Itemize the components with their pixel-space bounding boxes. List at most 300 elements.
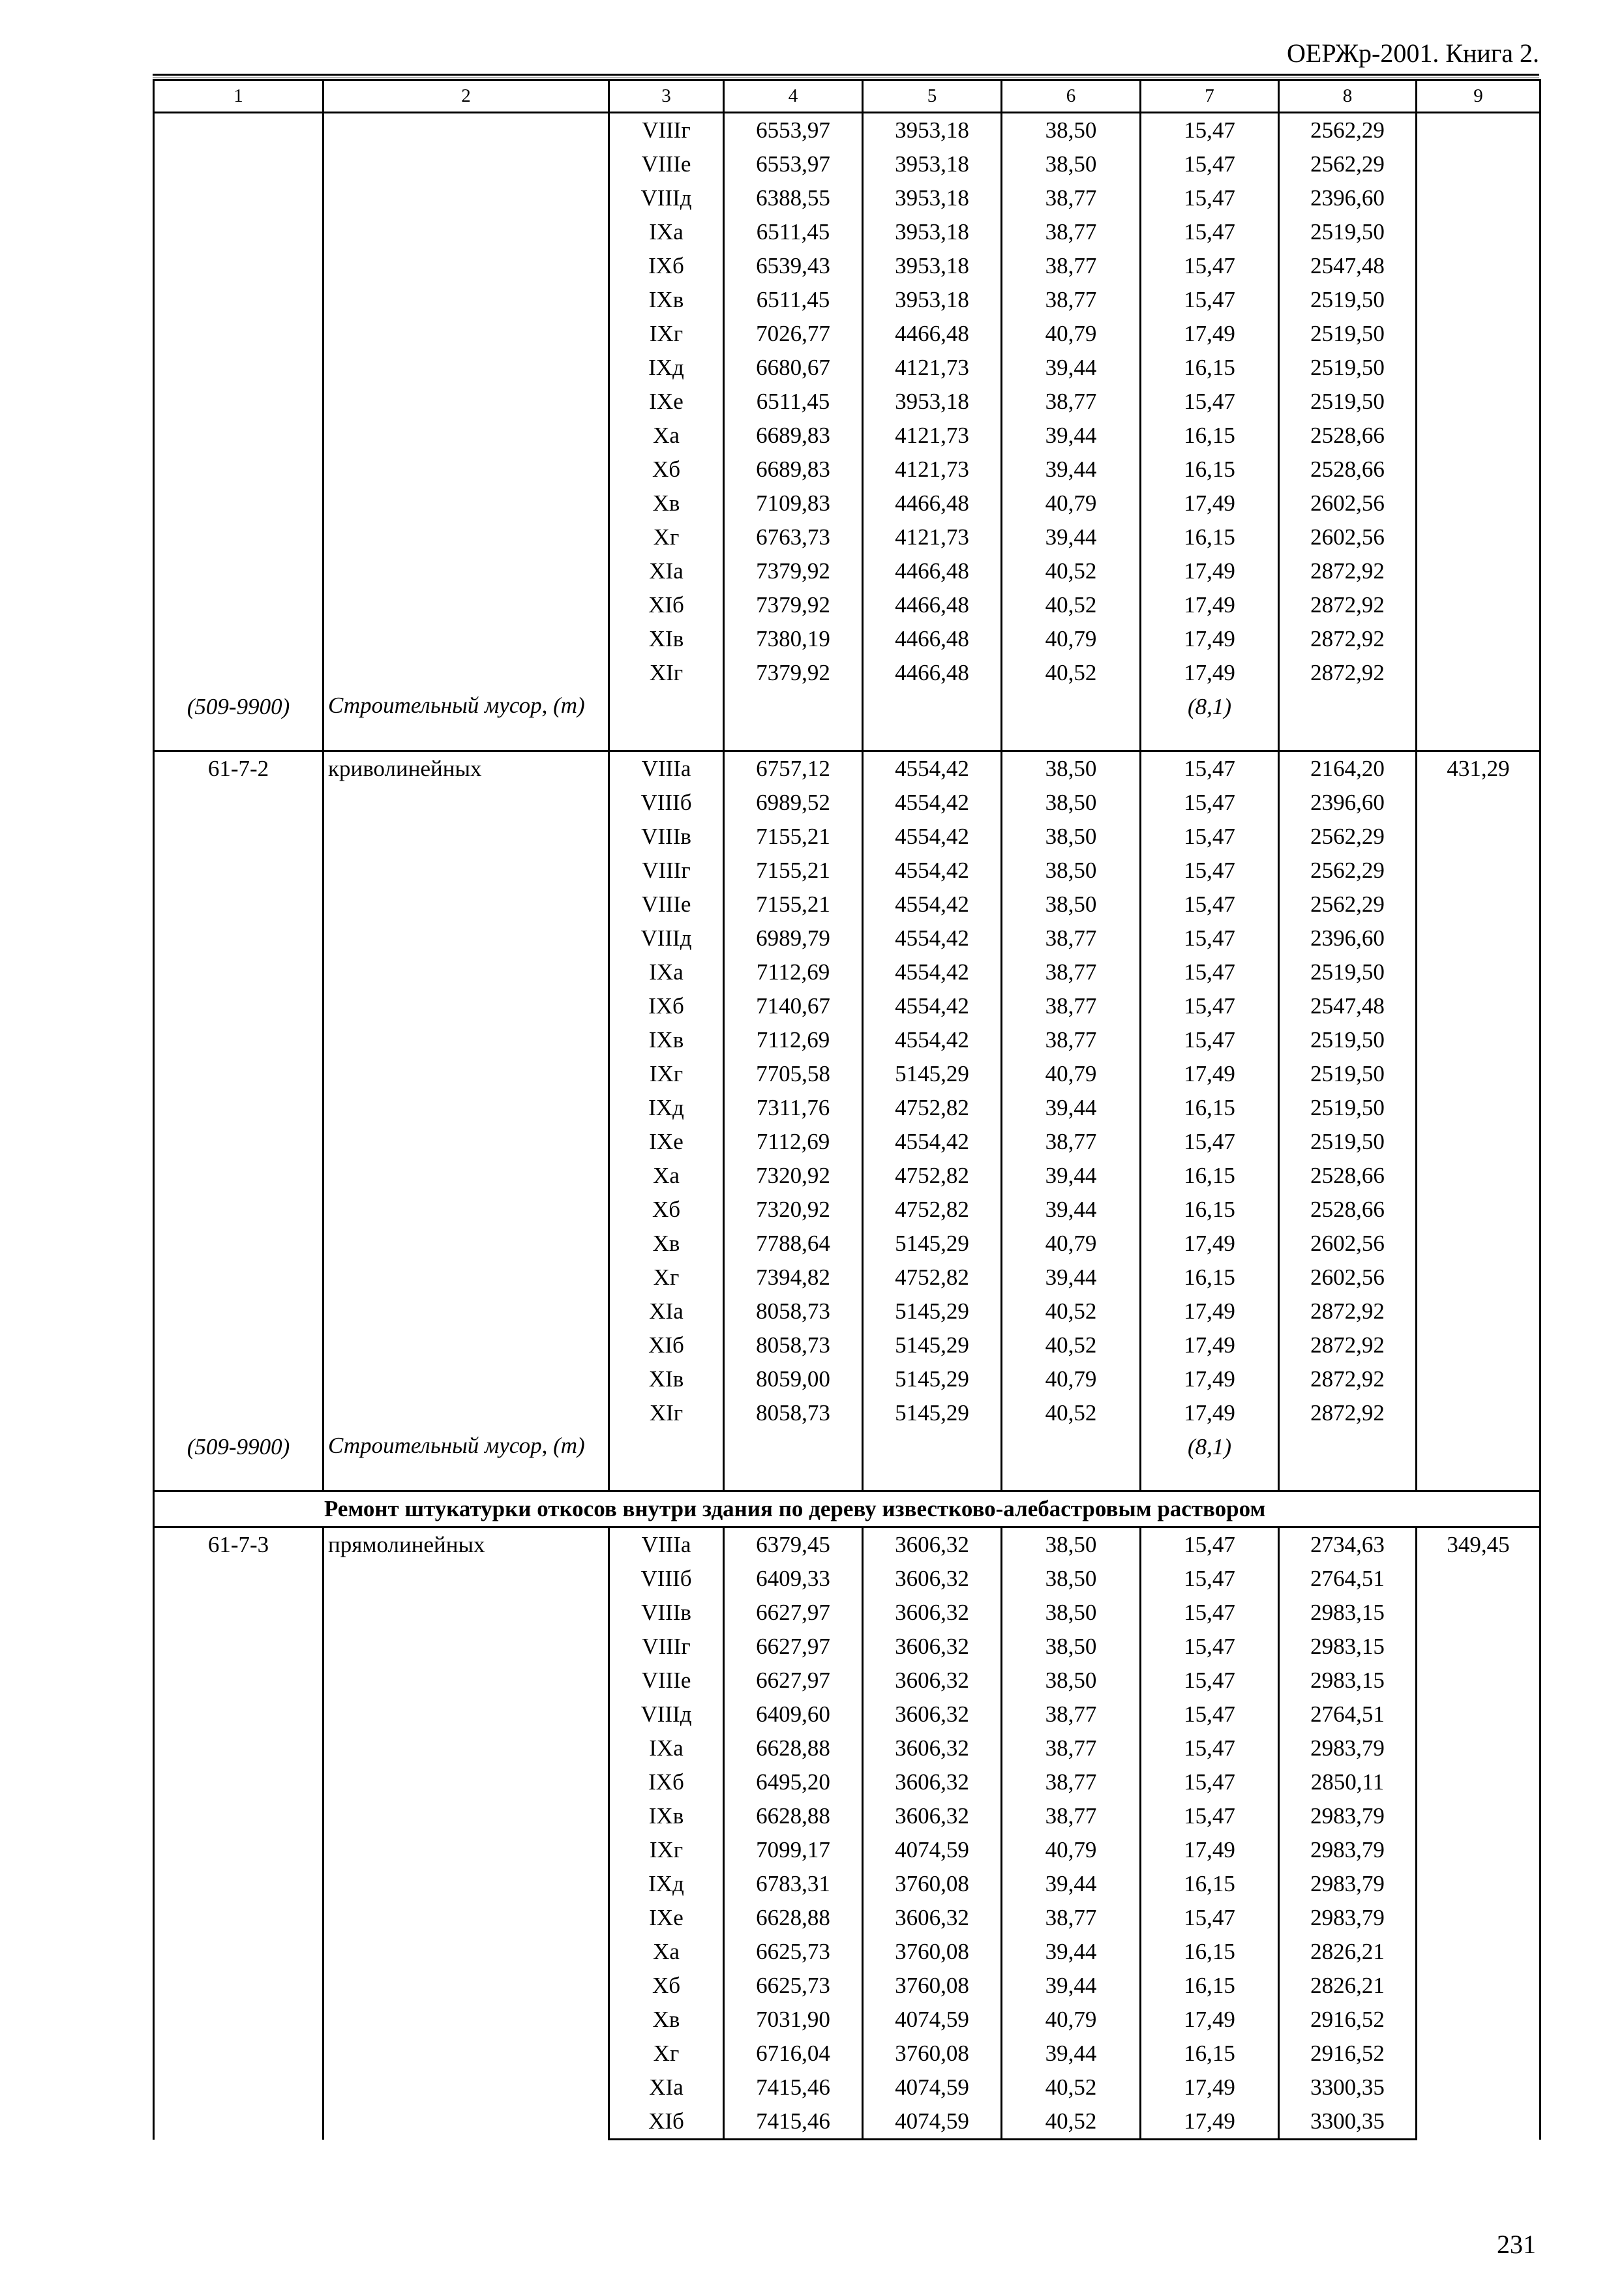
table-cell: 7112,69 [724,955,863,989]
table-cell: VIIIб [609,1562,724,1596]
table-cell: XIб [609,588,724,622]
table-cell: 2528,66 [1279,453,1417,486]
table-cell: 38,77 [1002,385,1141,419]
table-cell: 7140,67 [724,989,863,1023]
table-cell: 4554,42 [863,1023,1002,1057]
column-number: 5 [863,80,1002,113]
table-cell: XIа [609,1294,724,1328]
table-cell: 7320,92 [724,1159,863,1193]
waste-code: (509-9900) [154,690,323,751]
table-cell: 2872,92 [1279,1328,1417,1362]
table-cell: 7112,69 [724,1125,863,1159]
table-cell: XIг [609,656,724,690]
table-cell: 6553,97 [724,147,863,181]
table-cell: 2872,92 [1279,554,1417,588]
table-cell: 16,15 [1141,419,1279,453]
table-cell: 6763,73 [724,520,863,554]
table-cell: 16,15 [1141,1193,1279,1227]
table-cell: 4074,59 [863,1833,1002,1867]
table-cell: 4554,42 [863,955,1002,989]
table-cell: 38,77 [1002,1023,1141,1057]
table-cell: 40,52 [1002,2071,1141,2104]
table-cell: 2916,52 [1279,2003,1417,2037]
table-cell: 2764,51 [1279,1562,1417,1596]
table-cell: 38,50 [1002,786,1141,820]
table-cell: 2528,66 [1279,419,1417,453]
table-cell: 6409,60 [724,1698,863,1731]
table-cell: 17,49 [1141,1294,1279,1328]
table-cell: 2983,79 [1279,1867,1417,1901]
table-cell: 17,49 [1141,2003,1279,2037]
table-cell: 6625,73 [724,1935,863,1969]
table-cell: 2528,66 [1279,1159,1417,1193]
table-cell: 2562,29 [1279,820,1417,854]
table-cell: 2519,50 [1279,351,1417,385]
column-number: 8 [1279,80,1417,113]
table-cell: 17,49 [1141,588,1279,622]
table-row [154,113,1541,148]
table-cell: 40,52 [1002,656,1141,690]
table-cell: 2562,29 [1279,147,1417,181]
table-cell: 4466,48 [863,656,1002,690]
rate-name: криволинейных [323,751,609,1431]
table-cell: VIIIб [609,786,724,820]
table-cell: 2562,29 [1279,854,1417,888]
table-cell: 38,50 [1002,1664,1141,1698]
table-cell: 40,52 [1002,2104,1141,2140]
table-cell: VIIIа [609,1527,724,1563]
table-cell: 39,44 [1002,419,1141,453]
table-cell: 4554,42 [863,751,1002,786]
table-cell: 7026,77 [724,317,863,351]
table-cell: 40,79 [1002,2003,1141,2037]
table-cell: 3606,32 [863,1698,1002,1731]
table-cell: IXг [609,1057,724,1091]
table-cell: 7379,92 [724,656,863,690]
table-cell: 38,77 [1002,1731,1141,1765]
table-cell: 15,47 [1141,385,1279,419]
table-cell: 2826,21 [1279,1969,1417,2003]
table-cell: Xб [609,1193,724,1227]
table-cell: 6627,97 [724,1630,863,1664]
table-cell: 38,77 [1002,181,1141,215]
page-number: 231 [1497,2230,1536,2259]
table-cell: 15,47 [1141,215,1279,249]
table-cell: 4554,42 [863,989,1002,1023]
table-cell: 17,49 [1141,2071,1279,2104]
table-cell: 7155,21 [724,854,863,888]
table-cell: VIIIв [609,1596,724,1630]
empty-cell [609,1430,724,1491]
table-cell: 38,50 [1002,1596,1141,1630]
table-cell: 4554,42 [863,786,1002,820]
table-cell: IXб [609,989,724,1023]
table-cell: 40,79 [1002,317,1141,351]
table-cell: 6716,04 [724,2037,863,2071]
table-cell: 2872,92 [1279,1294,1417,1328]
table-cell: 2734,63 [1279,1527,1417,1563]
table-cell: 8059,00 [724,1362,863,1396]
table-cell: 17,49 [1141,1362,1279,1396]
table-cell: IXе [609,1901,724,1935]
table-cell: 17,49 [1141,317,1279,351]
table-cell: 5145,29 [863,1362,1002,1396]
table-cell: VIIIа [609,751,724,786]
table-cell: IXв [609,1023,724,1057]
table-cell: 15,47 [1141,1901,1279,1935]
table-cell: Xа [609,1159,724,1193]
table-cell: VIIIг [609,113,724,148]
table-cell: 38,50 [1002,820,1141,854]
table-cell: 38,50 [1002,147,1141,181]
table-cell: Xг [609,2037,724,2071]
table-cell: 38,77 [1002,249,1141,283]
table-cell: 7415,46 [724,2104,863,2140]
table-cell: Xг [609,1261,724,1294]
table-cell: IXв [609,1799,724,1833]
table-cell: VIIIд [609,1698,724,1731]
table-cell: 39,44 [1002,351,1141,385]
table-cell: XIг [609,1396,724,1430]
table-cell: 6783,31 [724,1867,863,1901]
empty-cell [1002,1430,1141,1491]
table-cell: IXд [609,1867,724,1901]
table-cell: 2983,79 [1279,1833,1417,1867]
table-cell: 6379,45 [724,1527,863,1563]
page-header: ОЕРЖр-2001. Книга 2. [1287,38,1539,68]
table-cell: 7031,90 [724,2003,863,2037]
table-cell: 40,79 [1002,1362,1141,1396]
table-cell: 2983,79 [1279,1901,1417,1935]
empty-cell [609,690,724,751]
table-cell: 17,49 [1141,1396,1279,1430]
table-cell: 15,47 [1141,921,1279,955]
table-cell: 2916,52 [1279,2037,1417,2071]
table-cell: 5145,29 [863,1227,1002,1261]
table-cell: 3760,08 [863,1935,1002,1969]
table-cell: 16,15 [1141,1159,1279,1193]
table-row [154,751,1541,786]
table-cell: VIIIд [609,921,724,955]
table-cell: 6495,20 [724,1765,863,1799]
table-cell: 17,49 [1141,1227,1279,1261]
table-cell: 6680,67 [724,351,863,385]
table-cell: 3606,32 [863,1731,1002,1765]
table-cell: 15,47 [1141,1698,1279,1731]
table-cell: 15,47 [1141,1664,1279,1698]
column-number: 6 [1002,80,1141,113]
table-cell: 38,77 [1002,283,1141,317]
table-cell: 2519,50 [1279,283,1417,317]
rate-name [323,113,609,691]
table-cell: 2519,50 [1279,1125,1417,1159]
table-cell: 15,47 [1141,854,1279,888]
table-cell: 17,49 [1141,486,1279,520]
table-cell: 3953,18 [863,181,1002,215]
table-cell: IXв [609,283,724,317]
table-cell: 15,47 [1141,786,1279,820]
table-cell: 16,15 [1141,1091,1279,1125]
table-cell: 2983,15 [1279,1630,1417,1664]
table-cell: VIIIе [609,147,724,181]
table-cell: 15,47 [1141,1630,1279,1664]
table-cell: 38,77 [1002,1901,1141,1935]
table-cell: 7320,92 [724,1193,863,1227]
table-cell: 2983,15 [1279,1664,1417,1698]
table-cell: 2983,79 [1279,1799,1417,1833]
column-number: 9 [1417,80,1541,113]
table-cell: 2562,29 [1279,113,1417,148]
table-cell: 6689,83 [724,453,863,486]
table-cell: 17,49 [1141,1833,1279,1867]
table-cell: 2983,15 [1279,1596,1417,1630]
table-cell: 2872,92 [1279,1362,1417,1396]
table-cell: 6628,88 [724,1901,863,1935]
table-cell: 5145,29 [863,1396,1002,1430]
table-cell: Xг [609,520,724,554]
table-cell: 2519,50 [1279,955,1417,989]
table-cell: 6628,88 [724,1799,863,1833]
table-cell: 3606,32 [863,1630,1002,1664]
table-cell: VIIIе [609,888,724,921]
table-cell: 6511,45 [724,385,863,419]
empty-cell [724,1430,863,1491]
table-cell: 6539,43 [724,249,863,283]
table-cell: VIIIв [609,820,724,854]
table-cell: 2519,50 [1279,385,1417,419]
table-cell: 3300,35 [1279,2104,1417,2140]
table-cell: 6625,73 [724,1969,863,2003]
table-cell: 2528,66 [1279,1193,1417,1227]
table-cell: 2519,50 [1279,215,1417,249]
empty-cell [863,690,1002,751]
table-cell: IXа [609,1731,724,1765]
table-cell: 16,15 [1141,1261,1279,1294]
table-cell: VIIIе [609,1664,724,1698]
table-cell: 38,77 [1002,921,1141,955]
waste-name: Строительный мусор, (т) [323,690,609,751]
table-cell: 2396,60 [1279,181,1417,215]
table-cell: 39,44 [1002,520,1141,554]
table-cell: 2850,11 [1279,1765,1417,1799]
table-cell: 2872,92 [1279,1396,1417,1430]
table-cell: 40,79 [1002,1833,1141,1867]
table-row [154,1527,1541,1563]
table-cell: 4466,48 [863,622,1002,656]
table-cell: 4074,59 [863,2003,1002,2037]
table-cell: 7311,76 [724,1091,863,1125]
table-cell: Xб [609,1969,724,2003]
table-cell: 3606,32 [863,1799,1002,1833]
table-cell: 40,52 [1002,1328,1141,1362]
table-cell: 16,15 [1141,520,1279,554]
table-cell: 2164,20 [1279,751,1417,786]
table-cell: 3606,32 [863,1527,1002,1563]
table-cell: 2983,79 [1279,1731,1417,1765]
table-cell: 4466,48 [863,317,1002,351]
table-cell: 4554,42 [863,921,1002,955]
table-cell: 38,50 [1002,1562,1141,1596]
table-cell: 2547,48 [1279,249,1417,283]
table-cell: 7705,58 [724,1057,863,1091]
table-cell: 15,47 [1141,751,1279,786]
table-cell: 4121,73 [863,351,1002,385]
waste-name: Строительный мусор, (т) [323,1430,609,1491]
table-cell: 5145,29 [863,1057,1002,1091]
column-number: 4 [724,80,863,113]
table-cell: 2396,60 [1279,921,1417,955]
table-cell: 39,44 [1002,1969,1141,2003]
table-cell: 15,47 [1141,1125,1279,1159]
table-cell: 2602,56 [1279,486,1417,520]
waste-value: (8,1) [1141,690,1279,751]
table-cell: 8058,73 [724,1294,863,1328]
section-title-row [154,1491,1541,1527]
rates-table [153,79,1541,2140]
table-cell: 3953,18 [863,283,1002,317]
waste-value: (8,1) [1141,1430,1279,1491]
table-cell: Xв [609,486,724,520]
table-cell: 3953,18 [863,385,1002,419]
table-cell: 6628,88 [724,1731,863,1765]
table-cell: 39,44 [1002,1091,1141,1125]
table-cell: 39,44 [1002,1159,1141,1193]
section-title: Ремонт штукатурки откосов внутри здания по дереву известково-алебастровым раствором [154,1491,1541,1527]
table-cell: 6511,45 [724,283,863,317]
column-numbers-row [154,80,1541,113]
table-cell: 15,47 [1141,1731,1279,1765]
table-cell: 4554,42 [863,854,1002,888]
table-cell: 4466,48 [863,554,1002,588]
rate-code: 61-7-2 [154,751,323,1431]
table-cell: Xа [609,1935,724,1969]
table-cell: 38,50 [1002,1630,1141,1664]
table-cell: 39,44 [1002,1867,1141,1901]
waste-code: (509-9900) [154,1430,323,1491]
table-cell: 4121,73 [863,453,1002,486]
table-cell: 40,79 [1002,486,1141,520]
table-cell: 2519,50 [1279,1057,1417,1091]
table-cell: XIа [609,2071,724,2104]
table-cell: 6689,83 [724,419,863,453]
table-cell: XIа [609,554,724,588]
table-cell: 6989,52 [724,786,863,820]
table-cell: 6989,79 [724,921,863,955]
table-cell: 39,44 [1002,453,1141,486]
column-number: 7 [1141,80,1279,113]
table-cell: 2872,92 [1279,588,1417,622]
table-cell: 38,77 [1002,1125,1141,1159]
table-cell: 3606,32 [863,1664,1002,1698]
table-cell: IXд [609,351,724,385]
table-cell: 17,49 [1141,1328,1279,1362]
table-cell: IXа [609,215,724,249]
table-cell: 2826,21 [1279,1935,1417,1969]
column-9-value [1417,113,1541,751]
table-cell: 40,52 [1002,1396,1141,1430]
table-cell: 4554,42 [863,1125,1002,1159]
table-cell: 3953,18 [863,147,1002,181]
table-cell: 15,47 [1141,820,1279,854]
table-cell: 3760,08 [863,1969,1002,2003]
table-cell: 40,79 [1002,622,1141,656]
table-cell: 17,49 [1141,622,1279,656]
table-cell: 38,77 [1002,955,1141,989]
table-cell: 2519,50 [1279,317,1417,351]
table-cell: 4466,48 [863,588,1002,622]
table-cell: 6511,45 [724,215,863,249]
empty-cell [724,690,863,751]
table-cell: 2396,60 [1279,786,1417,820]
table-cell: 2602,56 [1279,1227,1417,1261]
table-cell: 39,44 [1002,2037,1141,2071]
table-cell: IXе [609,1125,724,1159]
table-cell: IXг [609,1833,724,1867]
table-cell: 3953,18 [863,215,1002,249]
table-cell: VIIIд [609,181,724,215]
table-cell: 15,47 [1141,888,1279,921]
table-cell: 15,47 [1141,1023,1279,1057]
table-cell: 3300,35 [1279,2071,1417,2104]
table-cell: 3606,32 [863,1765,1002,1799]
table-cell: 40,52 [1002,1294,1141,1328]
table-cell: 17,49 [1141,554,1279,588]
empty-cell [863,1430,1002,1491]
table-cell: 38,50 [1002,751,1141,786]
column-9-value: 349,45 [1417,1527,1541,2140]
table-cell: 7788,64 [724,1227,863,1261]
table-cell: 15,47 [1141,283,1279,317]
table-cell: 3606,32 [863,1562,1002,1596]
table-cell: XIб [609,2104,724,2140]
table-cell: 2602,56 [1279,520,1417,554]
table-cell: 3606,32 [863,1901,1002,1935]
table-cell: 16,15 [1141,453,1279,486]
table-cell: 2764,51 [1279,1698,1417,1731]
table-cell: IXд [609,1091,724,1125]
table-cell: Xб [609,453,724,486]
table-cell: 16,15 [1141,1969,1279,2003]
table-cell: XIб [609,1328,724,1362]
table-cell: IXб [609,1765,724,1799]
table-cell: 2602,56 [1279,1261,1417,1294]
rate-name: прямолинейных [323,1527,609,2140]
table-cell: 2872,92 [1279,622,1417,656]
table-cell: 7155,21 [724,888,863,921]
table-cell: 5145,29 [863,1294,1002,1328]
table-cell: 16,15 [1141,1935,1279,1969]
table-cell: 3760,08 [863,1867,1002,1901]
table-cell: 15,47 [1141,249,1279,283]
table-cell: 16,15 [1141,1867,1279,1901]
table-cell: 17,49 [1141,656,1279,690]
column-number: 1 [154,80,323,113]
table-cell: 40,79 [1002,1227,1141,1261]
table-cell: 4752,82 [863,1091,1002,1125]
table-cell: 38,50 [1002,854,1141,888]
table-cell: XIв [609,622,724,656]
table-cell: 15,47 [1141,955,1279,989]
table-cell: 38,77 [1002,1765,1141,1799]
table-cell: 7155,21 [724,820,863,854]
table-cell: 4074,59 [863,2104,1002,2140]
table-cell: 15,47 [1141,181,1279,215]
table-cell: 16,15 [1141,351,1279,385]
table-cell: 4466,48 [863,486,1002,520]
table-cell: IXг [609,317,724,351]
table-cell: 4554,42 [863,888,1002,921]
table-cell: 7379,92 [724,588,863,622]
